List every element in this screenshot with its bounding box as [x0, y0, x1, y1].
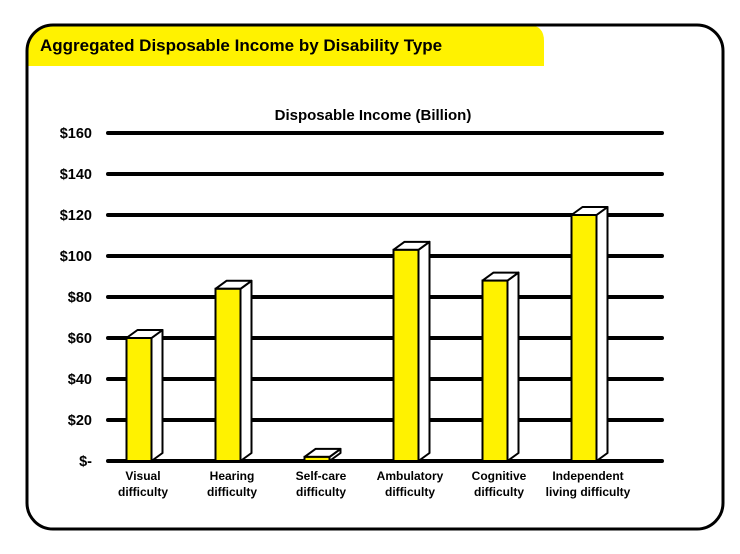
bar-group [483, 273, 519, 461]
bar-group [216, 281, 252, 461]
bar [572, 215, 597, 461]
x-tick-label: Ambulatory [376, 469, 444, 483]
x-tick-label: Self-care [295, 469, 347, 483]
bar [483, 281, 508, 461]
bar-side [508, 273, 519, 461]
x-tick-label: difficulty [118, 485, 168, 499]
x-tick-label: difficulty [385, 485, 435, 499]
bar-side [152, 330, 163, 461]
y-tick-label: $120 [59, 208, 92, 224]
x-tick-label: difficulty [296, 485, 346, 499]
y-tick-label: $60 [67, 331, 92, 347]
chart-title: Disposable Income (Billion) [274, 107, 472, 124]
x-tick-label: Cognitive [471, 469, 527, 483]
bar [216, 289, 241, 461]
x-tick-label: living difficulty [545, 485, 631, 499]
y-tick-label: $40 [67, 372, 92, 388]
bar [305, 457, 330, 461]
y-tick-label: $20 [67, 413, 92, 429]
chart-header-title: Aggregated Disposable Income by Disability Type [40, 36, 443, 55]
bar-side [419, 242, 430, 461]
bar-group [394, 242, 430, 461]
bar [394, 250, 419, 461]
x-tick-label: Visual [125, 469, 161, 483]
x-tick-label: difficulty [207, 485, 257, 499]
x-tick-label: difficulty [474, 485, 524, 499]
bar-group [572, 207, 608, 461]
bar-side [597, 207, 608, 461]
bar-side [241, 281, 252, 461]
y-tick-label: $- [79, 454, 92, 470]
bar-group [127, 330, 163, 461]
y-tick-label: $160 [59, 126, 92, 142]
y-tick-label: $80 [67, 290, 92, 306]
y-tick-label: $100 [59, 249, 92, 265]
x-tick-label: Hearing [209, 469, 255, 483]
x-tick-label: Independent [552, 469, 624, 483]
y-tick-label: $140 [59, 167, 92, 183]
bar [127, 338, 152, 461]
